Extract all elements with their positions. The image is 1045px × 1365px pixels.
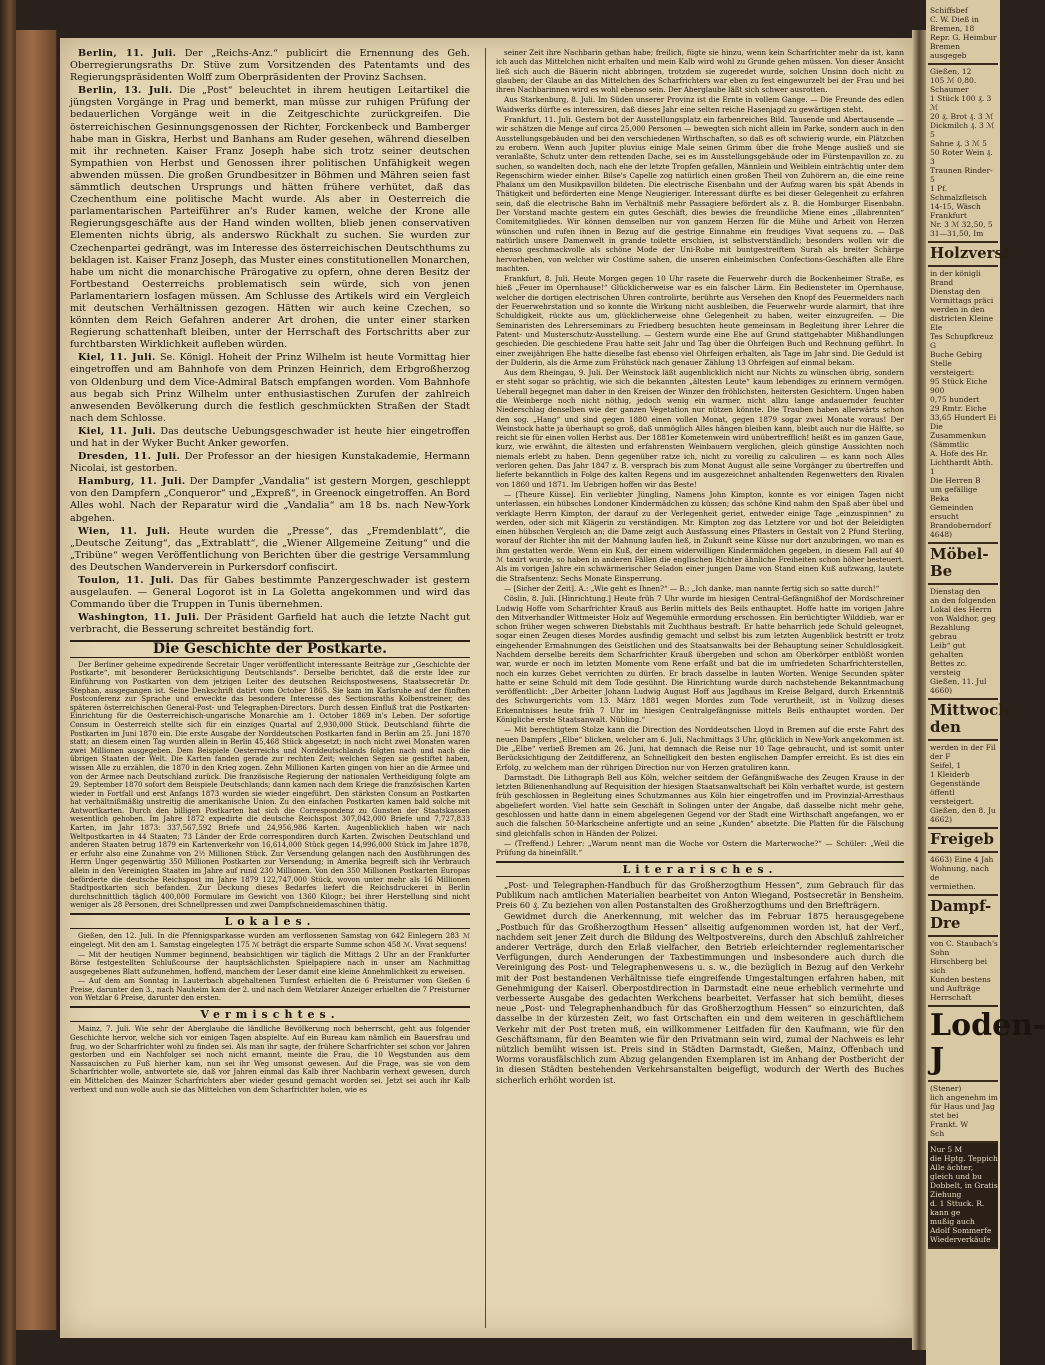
ad-fragment: Möbel-Be [928, 544, 998, 585]
dispatch: Toulon, 11. Juli. Das für Gabes bestimmte Panzergeschwader ist gestern ausgelaufen. — General Logorot ist in La Goletta angekommen und wird das Commando über die Truppen in Tunis übernehmen. [70, 575, 470, 611]
ad-fragment: von C. Staubach's Sohn Hirschberg bei sich Kunden bestens und Aufträge Herrschaft [928, 937, 998, 1007]
dispatch: Washington, 11. Juli. Der Präsident Garfield hat auch die letzte Nacht gut verbracht, die Besserung schreitet beständig fort. [70, 612, 470, 636]
ad-fragment: (Stener) lich angenehm im für Haus und Jag stet bei Frankt. W Sch [928, 1082, 998, 1143]
literarisches-section: „Post- und Telegraphen-Handbuch für das Großherzogthum Hessen“, zum Gebrauch für das Publikum nach amtlichen Materialien bearbeitet von Anton Wiegand, Postsecretär in Bensheim. Preis 60 ₰. Zu beziehen von allen Postanstalten des Großherzogthums und den Briefträgern. Gewidmet durch die Anerkennung, mit welcher das im Februar 1875 herausgegebene „Postbuch für das Großherzogthum Hessen“ allseitig aufgenommen worden ist, hat der Verf., nachdem seit jener Zeit durch die Bildung des Weltpostvereins, durch den Abschluß zahlreicher anderer Verträge, durch den Erlaß vielfacher, den Betrieb erleichternder reglementarischer Verfügungen, durch Aenderungen der Taxbestimmungen und insbesondere auch durch die Vereinigung des Post- und Telegraphenwesens u. s. w., die bezüglich in Bezug auf den Verkehr mit der Post bestandenen Verhältnisse tiefe eingreifende Umgestaltungen erfahren haben, mit Genehmigung der Kaiserl. Oberpostdirection in Darmstadt eine neue erheblich vermehrte und verbesserte Ausgabe des gedachten Werkchens bearbeitet. Verfasser hat sich bemüht, dieses neue „Post- und Telegraphenhandbuch für das Großherzogthum Hessen“ so einzurichten, daß dasselbe in der kürzesten Zeit, wo fast Ortschaften ein und dem weiteren in geschäftlichem Verkehr mit der Post treten muß, ein willkommener Leitfaden für den Kaufmann, wie für den Geschäftsmann, für den Beamten wie für den Privatmann sein wird, zumal der Nachweis es lehr nützlich bemüht wissen ist. Preis sind in Städten Darmstadt, Gießen, Mainz, Offenbach und Worms vorausfälschlich zum Abzug gelangenden Exemplaren ist im Anhang der Postbericht der in diesen Städten bestehenden Verkehrsanstalten beigefügt, wodurch der Werth des Buches sicherlich erhöht worden ist. [496, 879, 904, 1085]
dispatch: Dresden, 11. Juli. Der Professor an der hiesigen Kunstakademie, Hermann Nicolai, ist gestorben. [70, 451, 470, 475]
ad-fragment: Gießen, 12 105 ℳ 0,80. Schaumer 1 Stück 100 ₰. 3 ℳ 20 ₰. Brot ₰. 3 ℳ Dickmilch ₰. 3 ℳ 5 Sahne ₰. 3 ℳ 5 50 Roter Wein ₰. 3 Traunen Rinder- 5 1 Pf. Schmalzfleisch 14-15, Wäsch Frankfurt Nr. 3 ℳ 32,50, 5 31—31,50, Im [928, 65, 998, 243]
dispatch: Berlin, 13. Juli. Die „Post“ beleuchtet in ihrem heutigen Leitartikel die jüngsten Vorgänge in Prag und bemerkt, man müsse zur ruhigen Prüfung der bedauerlichen Vorgänge weit in die Zeitgeschichte zurückgreifen. Die österreichischen Gesinnungsgenossen der Richter, Forckenbeck und Bamberger habe man in Giskra, Herbst und Banhans am Ruder gesehen, während dieselben mit ihr rechneten. Kaiser Franz Joseph habe sich trotz seiner deutschen Sympathien von Herbst und Genossen ihrer politischen Unfähigkeit wegen abwenden müssen. Die großen Grundbesitzer in Böhmen und Mähren seien fast sämmtlich deutschen Ursprungs und hätten frühere verhütet, daß das Czechenthum eine politische Macht wurde. Als aber in Oesterreich die parlamentarischen Parteiführer an's Ruder kamen, welche der Krone alle Regierungsgeschäfte aus der Hand winden wollten, blieb jenen conservativen Elementen nichts übrig, als anderswo Rückhalt zu suchen. Sie wurden zur Czechenpartei gedrängt, was im Interesse des österreichischen Deutschthums zu beklagen ist. Kaiser Franz Joseph, das Muster eines constitutionellen Monarchen, habe um nicht die monarchische Prärogative zu opfern, ohne deren Besitz der Fortbestand Oesterreichs problematisch sein würde, sich von jenen Parlamentariern losfagen müssen. Am Schlusse des Artikels wird ein Vergleich mit deutschen Verhältnissen gezogen. Hätten wir auch keine Czechen, so könnten dem Reich Gefahren anderer Art drohen, die unter einer starken Regierung schattenhaft bleiben, unter der Herrschaft des Fortschritts aber zur furchtbarsten Wirklichkeit aufleben würden. [70, 85, 470, 351]
column-rule [485, 48, 486, 1328]
dispatch: Kiel, 11. Juli. Se. Königl. Hoheit der Prinz Wilhelm ist heute Vormittag hier eingetroffen und am Bahnhofe von dem Prinzen Heinrich, dem Erbgroßherzog von Oldenburg und dem Vice-Admiral Batsch empfangen worden. Vom Bahnhofe aus begab sich Prinz Wilhelm unter enthusiastischen Zurufen der zahlreich anwesenden Bevölkerung durch die festlich geschmückten Straßen der Stadt nach dem Schlosse. [70, 352, 470, 424]
ad-fragment: Dampf-Dre [928, 896, 998, 937]
dispatch: Kiel, 11. Juli. Das deutsche Uebungsgeschwader ist heute hier eingetroffen und hat in der Wyker Bucht Anker geworfen. [70, 425, 470, 449]
dispatch: Hamburg, 11. Juli. Der Dampfer „Vandalia“ ist gestern Morgen, geschleppt von den Dampfern „Conqueror“ und „Expreß“, in Greenock eingetroffen. An Bord Alles wohl. Nach der Reparatur wird die „Vandalia“ am 18 bs. nach New-York abgehen. [70, 476, 470, 524]
right-column-articles: seiner Zeit ihre Nachbarin gethan habe; freilich, fügte sie hinzu, wenn kein Scharfrichter mehr da ist, kann ich auch das Mittelchen nicht erhalten und mein Kalb wird wohl zu Grunde gehen müssen. Von dieser Ansicht ließ sich auch die Bäuerin nicht abbringen, trotzdem sie zugeredet wurde, solchen Unsinn doch nicht zu glauben; der Glaube an das Mittelchen des Scharfrichters war eben zu fest eingewurzelt bei der Frau und bei ihren Nachbarinnen wird es wohl ebenso sein. Der Aberglaube läßt sich schwer ausrotten. Aus Starkenburg, 8. Juli. Im Süden unserer Provinz ist die Ernte in vollem Gange. — Die Freunde des edlen Waidwerks dürfte es interessiren, daß dieses Jahr eine selten reiche Hasenjagd zu gewärtigen steht. Frankfurt, 11. Juli. Gestern bot der Ausstellungsplatz ein farbenreiches Bild. Tausende und Abertausende — wir schätzen die Menge auf circa 25,000 Personen — bewegten sich nicht allein im Parke, sondern auch in den Ausstellungsgebäuden und bei den verschiedenen Wirthschaften, so daß es oft schwierig wurde, ein Plätzchen zu erobern. Wenn auch Jupiter pluvius einige Male seinen Grimm über die frohe Menge ausließ und sie veranlaßte, Schutz unter dem rettenden Dache, sei es im Ausstellungsgebäude oder im Fürstenpavillon zc. zu suchen, so wandelten doch, nach ehe der letzte Tropfen gefallen, Männlein und Weiblein einträchtig unter dem Regenschirm wieder einher. Bilse's Capelle zog natürlich einen großen Theil von Zuhörern an, die eine reine Phalanx um den Musikpavillon bildeten. Die electrische Eisenbahn und der Aufzug waren bis spät Abends in Thätigkeit und beförderten eine Menge Neugieriger. Interessant dürfte es bei dieser Gelegenheit zu erfahren sein, daß die electrische Bahn im Verhältniß mehr Passagiere befördert als z. B. die Homburger Eisenbahn. Der Vorstand machte gestern ein gutes Geschäft, dies bewies die freundliche Miene eines „illabrennten“ Comitemitgliedes. Wir können demselben nur von ganzem Herzen für die Mühe und Arbeit von Herzen wünschen und rufen ihnen in Bezug auf die gestrige Einnahme ein freudiges Vivat sequens zu. — Daß natürlich unsere Damenwelt in grande toilette erschien, ist selbstverständlich; besonders wollen wir die ebenso geschmackvolle als schöne Mode der Uni-Robe mit buntgestreiftem Surah als breiter Schärpe hervorheben, von welcher wir Costüme sahen, die unseren einheimischen Confections-Geschäften alle Ehre machten. Frankfurt, 8. Juli. Heute Morgen gegen 10 Uhr rasete die Feuerwehr durch die Bockenheimer Straße, es hieß „Feuer im Opernhause!“ Glücklicherweise war es ein falscher Lärm. Ein Bediensteter im Opernhause, welcher die dortigen electrischen Uhren controlirte, berührte aus Versehen den Knopf des Feuermelders nach der Feuerwehrstation und so konnte die Wirkung nicht ausbleiben, die Feuerwehr wurde alarmirt, that ihre Schuldigkeit, rückte aus um, glücklicherweise ohne Gelegenheit zu haben, weiter einzugreifen. — Die Seminaristen des Lehrerseminars zu Friedberg besuchten heute gemeinsam in Begleitung ihrer Lehrer die Patent- und Musterschutz-Ausstellung. — Gestern wurde eine Ehe auf Grund stattgehabter Mißhandlungen geschieden. Die geschiedene Frau hatte seit Jahr und Tag über die Ohrfeigen Buch und Rechnung geführt. In einer zweijährigen Ehe hatte dieselbe fast ebenso viel Ohrfeigen erhalten, als Tage im Jahr sind. Die Geduld ist der Dulderin, als die Arme zum Frühstück nach genauer Zählung 13 Ohrfeigen auf einmal bekam. Aus dem Rheingau, 9. Juli. Der Weinstock läßt augenblicklich nicht nur Nichts zu wünschen übrig, sondern er steht sogar so prächtig, wie sich die bekannten „ältesten Leute“ kaum lebendiges zu erinnern vermögen. Ueberall begegnet man daher in den Kreisen der Winzer den fröhlichsten, heitersten Gesichtern. Ungen haben die Weinberge noch nicht nöthig, jedoch wenig ein warmer, nicht allzu lange andauernder feuchter Niederschlag denselben wie der ganzen Vegetation nur nützen könnte. Die Trauben haben allerwärts schon den sog. „Hang“ und sind gegen 1880 einen vollen Monat, gegen 1879 sogar zwei Monate voraus! Der Weinstock hatte ja überhaupt so groß, daß unmöglich Alles hängen bleiben kann, bleibt auch nur die Hälfte, so reicht sie für einen vollen Herbst aus. Der 1881er Kometenwein wird unübertrefflich! heißt es im ganzen Gaue, kurz, wie erwähnt, die ältesten und erfahrensten Weinbauern verglichen, gleich günstige Aussichten noch niemals erlebt zu haben. Denn gegenüber ratze ich, nicht zu voreilig zu calculiren — es kann noch Alles verloren gehen. Das Jahr 1847 z. B. versprach bis zum Monat August alle seine Vorgänger zu übertreffen und lieferte bekanntlich in Folge des kalten Regens und im ausgezeichnet anhaltenden Regenwetters den Rivalen von 1860 und 1871. Im Uebrigen hoffen wir das Beste! — [Theure Küsse]. Ein verliebter Jüngling, Namens John Kimpton, konnte es vor einigen Tagen nicht unterlassen, ein hübsches Londoner Kindermädchen zu küssen; das schöne Kind nahm den Spaß aber übel und verklagte Herrn Kimpton, der darauf zu der Verlegenheit geriet, entweder einige Tage „einzuspinnen“ zu werden, oder sich mit Klägerin zu verständigen. Mr. Kimpton zog das Letztere vor und bot der Beleidigten einen hübschen Vergleich an; die Dame zeigt auch Ausfassung eines Pflasters in Gestalt von 2 Pfund Sterling, worauf der Richter ihn mit der Mahnung laufen ließ, in Zukunft seine Küsse nur dort anzubringen, wo man es ihm gestatten werde. Wenn ein Kuß, der einem widerwilligen Kindermädchen gegeben, in diesem Fall auf 40 ℳ taxirt wurde, so haben in anderen Fällen die englischen Richter ähnliche Freiheiten schon höher besteuert. Als im vorigen Jahre ein schwärmerischer Seladon einer jungen Dame von Stand einen Kuß aufzwang, lautete die Strafsentenz: Sechs Monate Einsperrung. — [Sicher der Zeit]. A.: „Wie geht es Ihnen?“ — B.: „Ich danke, man nannte fertig sich so satte durch!“ Cöslin, 8. Juli. [Hinrichtung.] Heute früh 7 Uhr wurde im hiesigen Central-Gefängnißhof der Mordschreiner Ludwig Hoffe vom Scharfrichter Krauß aus Berlin mittels des Beils enthauptet. Hoffe hatte im vorigen Jahre den Mitverhandler Wittmeister Holz auf Wegemühle ermordung erschossen. Ein berüchtigter Wilddieb, war er schon früher wegen schweren Diebstahls mit Zuchthaus bestraft. Er hatte beharrlich jede Schuld geleugnet, sogar einen Zeugen dieses Mordes ausfindig gemacht und selbst bis zum letzten Augenblick bestritt er trotz eingehender Ermahnungen des Geistlichen und des Staatsanwalts bei der Behauptung seiner Schuldlosigkeit. Nachdem derselbe bereits dem Scharfrichter Krauß übergeben und schon am Oberkörper entblößt worden war, wurde er noch im letzten Momente vom Rene erfaßt und bat die im umfriedeten Scharfrichterstellen, noch ein kurzes Gebet verrichten zu dürfen. Er brach dasselbe in lauten Worten. Wenige Secunden später hatte er seine Schuld mit dem Tode gesühnt. Die Hinrichtung wurde durch nachstehende Bekanntmachung veröffentlicht: „Der Arbeiter Johann Ludwig August Hoff aus Jagdhaus im Kreise Belgard, durch Erkenntniß des Schwurgerichts vom 13. März 1881 wegen Mordes zum Tode verurtheilt, ist in Vollzug dieses Erkenntnisses heute früh 7 Uhr im hiesigen Centralgefängnisse mittels Beils enthauptet worden. Der Königliche erste Staatsanwalt. Nübling.“ — Mit berechtigtem Stolze kann die Direction des Norddeutschen Lloyd in Bremen auf die erste Fahrt des neuen Dampfers „Elbe“ blicken, welcher am 6. Juli, Nachmittags 3 Uhr, glücklich in New-York angekommen ist. Die „Elbe“ verließ Bremen am 26. Juni, hat demnach die Reise nur 10 Tage gebraucht, und ist somit unter Berücksichtigung der Zeitdifferenz, an Schnelligkeit den besten englischen Dampfer erreicht. Es ist dies ein Erfolg, zu welchem man der rührigen Direction nur von Herzen gratuliren kann. Darmstadt. Die Lithograph Bell aus Köln, welcher seitdem der Gefängnißwache des Zeugen Krause in der letzten Bilienenhandlung auf Requisition der hiesigen Staatsanwaltschaft bei Köln verhaftet wurde, ist gestern früh geschlossen in Begleitung eines Schutzmannes aus Köln hier eingetroffen und im Provinzial-Arresthaus abgeliefert worden. Viel hatte sein Geschäft in Solingen unter der Angabe, daß dasselbe nicht mehr gehe, geschlossen und hatte dann in einem abgelegenen Gegend vor der Stadt eine Wirthschaft angefangen, wo er auch die falschen 50-Markscheine anfertigte und an seine „Kunden“ absetzte. Die Platten für die Fälschung sind gleichfalls schon in Händen der Polizei. — (Treffend.) Lehrer: „Warum nennt man die Woche vor Ostern die Marterwoche?“ — Schüler: „Weil die Prüfung da hineinfällt.“ [496, 48, 904, 858]
lokales-section: Gießen, den 12. Juli. In die Pfennigsparkasse wurden am verflossenen Samstag von 642 Einlegern 283 ℳ eingelegt. Mit den am 1. Samstag eingelegten 175 ℳ beträgt die ersparte Summe schon 458 ℳ. Vivat sequens! — Mit der heutigen Nummer beginnend, beabsichtigen wir täglich die Mittags 2 Uhr an der Frankfurter Börse festgestellten Schlußcourse der hauptsächlichsten Spielpapiere nach in unser am Nachmittag ausgegebenes Blatt aufzunehmen, hoffend, manchem der Leser damit eine kleine Annehmlichkeit zu erweisen. — Auf dem am Sonntag in Lauterbach abgehaltenen Turnfest erhielten die 6 Preisturner vom Gießen 6 Preise, darunter den 3., nach Nauheim kam der 2. und nach dem Wetzlarer Anzeiger erhielten die 7 Preisturner von Wetzlar 6 Preise, darunter den ersten. [70, 932, 470, 1003]
ad-fragment: werden in der Fil der F Seifel, 1 1 Kleiderb Gegenstände öffentl versteigert. Gießen, den 8. Ju 4662) [928, 741, 998, 829]
news-dispatches [70, 48, 470, 637]
adjacent-page-ads [926, 0, 1045, 1365]
ad-fragment: Freigeb [928, 829, 998, 853]
cover-edge [16, 30, 57, 1330]
ad-fragment: 4663) Eine 4 Jah Wohnung, nach de vermiethen. [928, 853, 998, 896]
page-gutter [912, 30, 926, 1350]
ad-fragment: Schiffsbef C. W. Dieß in Bremen, 18 Repr. G. Heimbur Bremen ausgegeb [928, 4, 998, 65]
literarisches-heading: Literarisches. [496, 861, 904, 877]
ad-fragment: in der königli Brand Dienstag den Vormittags präci werden in den districten Kleine Ele Tes Schupfkreuz G Buche Gebirg Stelle versteigert: 95 Stück Eiche 900 0,75 hundert 29 Rmtr. Eiche 33,65 Hundert Ei Die Zusammenkun (Sämmtlic A. Hofe des Hr. Lichthardt Abth. 1 Die Herren B um gefällige Beka Gemeinden ersucht Brandoberndorf 4648) [928, 267, 998, 544]
right-column [496, 48, 904, 1328]
postkarte-heading: Die Geschichte der Postkarte. [70, 640, 470, 658]
ad-fragment: Loden-J [928, 1007, 998, 1082]
lokales-heading: Lokales. [70, 913, 470, 929]
ad-stack [928, 4, 1045, 1249]
ad-fragment: Holzverst [928, 243, 998, 267]
vermischtes-section: Mainz, 7. Juli. Wie sehr der Aberglaube die ländliche Bevölkerung noch beherrscht, geht aus folgender Geschichte hervor, welche sich vor einigen Tagen abspielte. Auf ein Bureau kam nämlich ein Bauersfrau und frug, wo der Scharfrichter wohl zu finden sei. Als man ihr sagte, der frühere Scharfrichter sei schon vor Jahren gestorben und ein Nachfolger sei noch nicht ernannt, meinte die Frau, die 10 Wegstunden aus dem Nassauischen zu Fuß hierher kam, nun sei ihr Weg umsonst gewesen. Auf die Frage, was sie von dem Scharfrichter wolle, antwortete sie, daß vor Jahren einmal das Kalb ihrer Nachbarin verhext gewesen, durch ein Mittelchen des Mainzer Scharfrichters aber wieder gesund gemacht worden sei. Jetzt sei auch ihr Kalb verhext und nun wolle auch sie das Mittelchen von dem Scharfrichter holen, wie es [70, 1025, 470, 1094]
dispatch: Wien, 11. Juli. Heute wurden die „Presse“, das „Fremdenblatt“, die „Deutsche Zeitung“, das „Extrablatt“, die „Wiener Allgemeine Zeitung“ und die „Tribüne“ wegen Veröffentlichung von Berichten über die gestrige Versammlung des Deutschen Wanderverein in Purkersdorf confiscirt. [70, 525, 470, 573]
postkarte-article: Der Berliner geheime expedirende Secretair Unger veröffentlicht interessante Beiträge zur „Geschichte der Postkarte“, mit besonderer Berücksichtigung Deutschlands“. Derselbe berichtet, daß die erste Idee zur Einführung von Postkarten von dem jetzigen Leiter des deutschen Reichspostwesens, Staatssecretär Dr. Stephan, ausgegangen ist. Seine Denkschrift datirt vom October 1865. Sie kam im Karlsruhe auf der fünften Postconferenz zur Sprache und erweckte das besondere Interesse des Sectionsraths Kolbenstreiner, des späteren österreichischen General-Post- und Telegraphen-Directors. Durch dessen Einfluß trat die Postkarten-Einrichtung für die Oesterreichisch-ungarische Monarchie am 1. October 1869 in's Leben. Der sofortige Consum in Oesterreich stellte sich für ein einziges Quartal auf 2,930,000 Stück. Deutschland führte die Postkarten im Juni 1870 ein. Die erste Ausgabe der Norddeutschen Postkarten fand in Berlin am 25. Juni 1870 statt; an diesem einen Tag wurden allein in Berlin 45,468 Stück abgesetzt; in noch nicht zwei Monaten waren zwei Millionen ausgegeben. Dem Beispiele Oesterreichs und Norddeutschlands folgten nach und nach die übrigen Staaten der Welt. Die Karten fanden gerade zur rechten Zeit; welchen Segen sie gestiftet haben, wissen Alle zu erzählen, die 1870 in den Krieg zogen. Zehn Millionen Karten gingen von hier an die Armee und von der Armee nach Deutschland zurück. Die französische Regierung der nationalen Vertheidigung folgte am 29. September 1870 sofort dem Beispiele Deutschlands; dann kamen nach dem Kriege die französischen Karten wieder in Fortfall und erst Anfangs 1873 wurden sie wieder eingeführt. Den stärksten Consum an Postkarten hat verhältnißmäßig unstreitig die amerikanische Union. Zu den einfachen Postkarten kamen bald solche mit Antwortkarten. Durch den billigen Postkarten hat sich die Correspondenz zu Gunsten der Staatskassen wesentlich gehoben. Im Jahre 1872 expedirte die deutsche Reichspost 307,042,000 Briefe und 7,727,833 Karten, im Jahr 1873: 337,567,592 Briefe und 24,956,986 Karten. Augenblicklich haben wir nach Weltpostkarten in 44 Staaten; 73 Länder der Erde correspondiren durch Karten. Zwischen Deutschland und anderen Staaten betrug 1879 ein Kartenverkehr von 16,614,000 Stück gegen 14,996,000 Stück im Jahre 1878, er erfuhr also eine Zunahme von 2½ Millionen Stück. Zur Versendung gelangen nach den Ausführungen des Herrn Unger gegenwärtig 350 Millionen Postkarten zur Versendung; in Amerika begreift sich ihr Verbrauch allein in den Vereinigten Staaten im Jahre auf rund 230 Millionen. Von den 350 Millionen Postkarten Europas beförderte die deutsche Reichspost im Jahre 1879 122,747,000 Stück, wovon unter mehr als 16 Millionen Stadtpostkarten sich befanden. Zur Deckung dieses Bedarfes liefert die Reichsdruckerei in Berlin durchschnittlich täglich 400,000 Formulare im Gewicht von 1360 Kilogr.; bei ihrer Herstellung sind nicht weniger als 28 Personen, drei Schnellpressen und zwei Dampfschneidemaschinen thätig. [70, 660, 470, 910]
book-binding [0, 0, 16, 1365]
ad-fragment: Nur 5 M die Hptg. Teppich Alle ächter, gleich und bu Dobbelt, in Gratis Ziehung d. 1 Sttuck. R. kann ge mußig auch Adolf Sommerfe Wiederverkäufe [928, 1143, 998, 1249]
newspaper-page [60, 38, 912, 1338]
left-column [70, 48, 470, 1328]
vermischtes-heading: Vermischtes. [70, 1006, 470, 1022]
ad-fragment: Dienstag den an den folgenden Lokal des Herrn von Waldhor, geg Bezahlung gebrau Leib“ gut gehalten Bettes zc. versteig Gießen, 11. Jul 4660) [928, 585, 998, 700]
ad-fragment: Mittwoch den [928, 700, 998, 741]
dispatch: Berlin, 11. Juli. Der „Reichs-Anz.“ publicirt die Ernennung des Geh. Oberregierungsraths Dr. Stüve zum Vorsitzenden des Patentamts und des Regierungspräsidenten Wolff zum Oberpräsidenten der Provinz Sachsen. [70, 48, 470, 84]
